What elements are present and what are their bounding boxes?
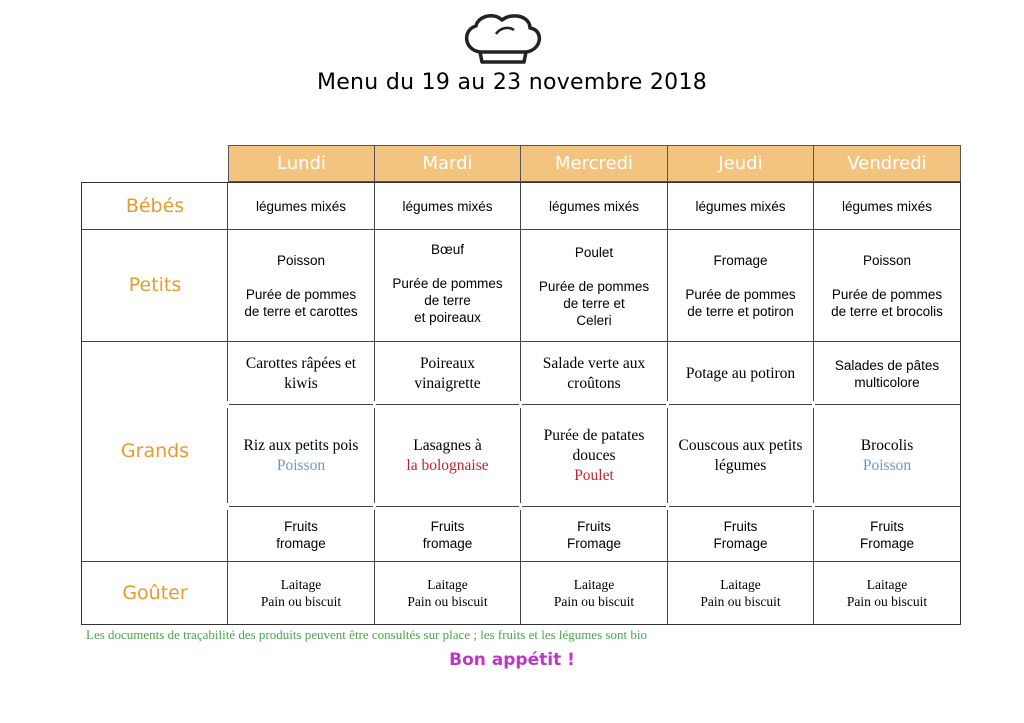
grands-entree-cell-5 (814, 346, 960, 402)
menu-table (81, 182, 961, 625)
cell-line: Poulet (574, 244, 614, 260)
row-label-bebes: Bébés (125, 195, 185, 217)
day-header-4: Jeudi (667, 145, 814, 182)
cell-line: Purée de pommes (831, 287, 943, 302)
grands-plat-cell-5 (814, 408, 960, 504)
petits-cell-1 (228, 235, 374, 337)
bebes-cell-2 (375, 183, 520, 229)
cell-line: Pain ou biscuit (846, 594, 928, 609)
cell-line: Laitage (280, 577, 322, 592)
day-header-3: Mercredi (520, 145, 668, 182)
cell-line: croûtons (567, 375, 621, 392)
gouter-cell-3 (521, 562, 667, 624)
cell-line: Purée de pommes (685, 287, 796, 302)
cell-line: Laitage (720, 577, 761, 592)
traceability-note: Les documents de traçabilité des produits peuvent être consultés sur place ; les fruits et les légumes sont bio (86, 627, 648, 642)
cell-line: Fruits (723, 519, 758, 534)
cell-line: Lasagnes à (413, 437, 482, 454)
cell-line: de terre et (563, 295, 625, 311)
grands-entree-cell-1 (228, 346, 374, 402)
cell-line: légumes mixés (695, 198, 786, 214)
cell-line: Poireaux (419, 355, 476, 372)
cell-line: légumes mixés (841, 198, 933, 214)
cell-line: de terre et carottes (244, 304, 358, 319)
grands-plat-cell-4 (668, 408, 813, 504)
cell-line: Fromage (713, 253, 768, 268)
grands-plat-cell-2 (375, 408, 520, 504)
cell-line: multicolore (854, 375, 920, 390)
grands-dessert-cell-2 (375, 509, 520, 561)
row-label-petits: Petits (128, 274, 182, 296)
cell-line: douces (572, 447, 616, 464)
cell-line: Carottes râpées et (245, 355, 357, 372)
cell-line: Fromage (566, 536, 622, 551)
row-label-grands: Grands (120, 440, 190, 462)
cell-line: de terre et potiron (687, 304, 794, 319)
gouter-cell-4 (668, 562, 813, 624)
bebes-cell-4 (668, 183, 813, 229)
petits-cell-4 (668, 235, 813, 337)
gouter-cell-5 (814, 562, 960, 624)
grands-plat-cell-1 (228, 408, 374, 504)
cell-line: Purée de pommes (392, 275, 503, 291)
cell-line: fromage (276, 536, 326, 551)
grands-entree-cell-2 (375, 346, 520, 402)
cell-line: Potage au potiron (685, 365, 796, 382)
cell-line: Laitage (866, 577, 908, 592)
cell-line: Poisson (276, 253, 326, 268)
cell-line: Fruits (577, 519, 611, 534)
cell-line: Purée de patates (543, 427, 645, 444)
cell-line: Brocolis (860, 437, 914, 454)
cell-line: Couscous aux petits (678, 437, 803, 454)
grands-dessert-cell-3 (521, 509, 667, 561)
cell-line: Poisson (276, 457, 326, 474)
cell-line: Fruits (430, 519, 465, 534)
cell-line: Pain ou biscuit (260, 594, 342, 609)
grands-dessert-cell-1 (228, 509, 374, 561)
cell-line: Poisson (862, 457, 912, 474)
gouter-cell-2 (375, 562, 520, 624)
cell-line: Purée de pommes (245, 287, 357, 302)
cell-line: Fruits (284, 519, 318, 534)
cell-line: Fromage (713, 536, 768, 551)
day-header-5: Vendredi (813, 145, 961, 182)
cell-line: Purée de pommes (538, 278, 650, 294)
day-header-1: Lundi (228, 145, 375, 182)
day-header-2: Mardi (374, 145, 521, 182)
chef-hat-icon (460, 12, 544, 66)
bebes-cell-3 (521, 183, 667, 229)
grands-dessert-cell-5 (814, 509, 960, 561)
cell-line: de terre (424, 292, 471, 308)
petits-cell-3 (521, 235, 667, 337)
grands-entree-cell-4 (668, 346, 813, 402)
cell-line: Fruits (870, 519, 904, 534)
cell-line: de terre et brocolis (831, 304, 943, 319)
row-label-gouter: Goûter (122, 582, 188, 604)
cell-line: vinaigrette (414, 375, 481, 392)
cell-line: Fromage (859, 536, 915, 551)
page-title: Menu du 19 au 23 novembre 2018 (316, 70, 708, 95)
cell-line: légumes mixés (548, 198, 640, 214)
cell-line: Pain ou biscuit (407, 594, 488, 609)
cell-line: Salades de pâtes (834, 358, 940, 373)
grands-dessert-cell-4 (668, 509, 813, 561)
cell-line: Celeri (576, 312, 612, 328)
closing-message: Bon appétit ! (449, 650, 575, 670)
cell-line: légumes mixés (255, 198, 347, 214)
cell-line: légumes mixés (402, 198, 493, 214)
cell-line: Bœuf (430, 241, 464, 257)
cell-line: Poulet (574, 467, 614, 484)
cell-line: la bolognaise (406, 457, 489, 474)
gouter-cell-1 (228, 562, 374, 624)
petits-cell-5 (814, 235, 960, 337)
cell-line: Laitage (427, 577, 468, 592)
cell-line: légumes (714, 457, 767, 474)
cell-line: Pain ou biscuit (553, 594, 635, 609)
cell-line: Salade verte aux (542, 355, 646, 372)
cell-line: et poireaux (414, 309, 481, 325)
grands-plat-cell-3 (521, 408, 667, 504)
cell-line: kiwis (284, 375, 318, 392)
bebes-cell-1 (228, 183, 374, 229)
petits-cell-2 (375, 232, 520, 334)
cell-line: fromage (422, 536, 473, 551)
bebes-cell-5 (814, 183, 960, 229)
cell-line: Pain ou biscuit (700, 594, 781, 609)
cell-line: Riz aux petits pois (243, 437, 359, 454)
grands-entree-cell-3 (521, 346, 667, 402)
cell-line: Poisson (862, 253, 912, 268)
cell-line: Laitage (573, 577, 615, 592)
